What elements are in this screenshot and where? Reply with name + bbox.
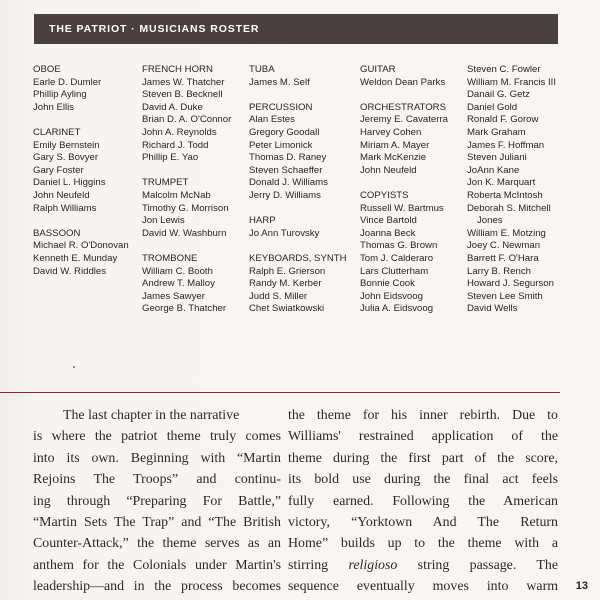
musician-name: Ralph E. Grierson — [249, 265, 326, 277]
musician-name: Lars Clutterham — [360, 265, 429, 277]
musician-name: Thomas D. Raney — [249, 152, 327, 164]
musician-name: William C. Booth — [142, 265, 213, 277]
musician-name: Peter Limonick — [249, 139, 313, 151]
roster-section — [360, 102, 448, 178]
section-title: GUITAR — [360, 64, 396, 75]
musician-name: Jones — [477, 215, 503, 227]
roster-header-title: THE PATRIOT · MUSICIANS ROSTER — [49, 23, 260, 35]
musician-name: Bonnie Cook — [360, 278, 415, 290]
musician-name: Donald J. Williams — [249, 177, 328, 189]
musician-name: John Ellis — [33, 101, 75, 113]
roster-section — [249, 253, 347, 316]
musician-name: Russell W. Bartmus — [360, 202, 444, 214]
musician-name: Steven Juliani — [467, 152, 527, 164]
body-text-line: The last chapter in the narrative — [63, 408, 240, 423]
musician-name: Daniel Gold — [467, 101, 518, 113]
musician-name: Ronald F. Gorow — [467, 114, 539, 126]
roster-section — [33, 228, 129, 278]
musician-name: Phillip E. Yao — [142, 152, 199, 164]
musician-name: John Eidsvoog — [360, 290, 423, 302]
musician-name: Roberta McIntosh — [467, 189, 543, 201]
musician-name: John Neufeld — [360, 164, 417, 176]
body-text-line: Rejoins The Troops” and continu- — [33, 472, 281, 488]
musician-name: Ralph Williams — [33, 202, 97, 214]
musician-name: Emily Bernstein — [33, 139, 100, 151]
musician-name: Earle D. Dumler — [33, 76, 102, 88]
roster-column-5 — [467, 64, 556, 316]
body-text-line: Williams' restrained application of the — [288, 429, 558, 445]
section-title: KEYBOARDS, SYNTH — [249, 252, 347, 264]
musician-name: Steven Lee Smith — [467, 290, 543, 302]
roster-section — [249, 64, 347, 89]
musician-name: Danail G. Getz — [467, 89, 530, 101]
body-text-line: sequence eventually moves into warm — [288, 579, 558, 595]
musician-name: Michael R. O'Donovan — [33, 240, 129, 252]
roster-header-bar — [34, 14, 558, 44]
section-title: PERCUSSION — [249, 101, 313, 113]
roster-section — [142, 64, 231, 165]
body-text-line: into its own. Beginning with “Martin — [33, 450, 281, 466]
musician-name: Richard J. Todd — [142, 139, 209, 151]
roster-section — [249, 215, 347, 240]
body-text-line: leadership—and in the process becomes — [33, 579, 281, 595]
musician-name: Joanna Beck — [360, 227, 416, 239]
musician-name: David A. Duke — [142, 101, 203, 113]
body-text-left-column — [33, 405, 281, 598]
musician-name: James W. Thatcher — [142, 76, 225, 88]
musician-name: Miriam A. Mayer — [360, 139, 430, 151]
musician-name: Malcolm McNab — [142, 189, 211, 201]
musician-name: Julia A. Eidsvoog — [360, 303, 434, 315]
body-text-line: ing through “Preparing For Battle,” — [33, 493, 281, 509]
musician-name: Jo Ann Turovsky — [249, 227, 320, 239]
section-title: CLARINET — [33, 126, 81, 138]
musician-name: Gary Foster — [33, 164, 84, 176]
body-text-line: victory, “Yorktown And The Return — [288, 515, 558, 531]
musician-name: Jon K. Marquart — [467, 177, 536, 189]
roster-column-3 — [249, 64, 347, 316]
musician-name: Judd S. Miller — [249, 290, 308, 302]
roster-section — [467, 64, 556, 316]
roster-section — [360, 64, 448, 89]
section-title: ORCHESTRATORS — [360, 101, 446, 113]
roster-column-4 — [360, 64, 448, 316]
body-text-right-column — [288, 405, 558, 598]
section-title: TROMBONE — [142, 252, 198, 264]
body-text-line: the theme for his inner rebirth. Due to — [288, 408, 558, 423]
musician-name: Randy M. Kerber — [249, 278, 322, 290]
musician-name: Mark Graham — [467, 126, 526, 138]
roster-column-1 — [33, 64, 129, 278]
musician-name: Barrett F. O'Hara — [467, 252, 539, 264]
section-title: OBOE — [33, 64, 61, 75]
musician-name: Andrew T. Malloy — [142, 278, 215, 290]
musician-name: Daniel L. Higgins — [33, 177, 106, 189]
musician-name: Steven Schaeffer — [249, 164, 323, 176]
musician-name: Mark McKenzie — [360, 152, 427, 164]
roster-section — [142, 177, 231, 240]
section-title: TUBA — [249, 64, 275, 75]
musician-name: Steven C. Fowler — [467, 64, 541, 75]
body-text-line: stirring religioso string passage. The — [288, 557, 558, 573]
section-title: COPYISTS — [360, 189, 409, 201]
musician-name: George B. Thatcher — [142, 303, 227, 315]
musician-name: Gary S. Bovyer — [33, 152, 99, 164]
body-text-line: is where the patriot theme truly comes — [33, 429, 281, 445]
musician-name: Gregory Goodall — [249, 126, 320, 138]
section-title: HARP — [249, 215, 276, 227]
musician-name: David W. Riddles — [33, 265, 107, 277]
musician-name: Alan Estes — [249, 114, 295, 126]
section-divider — [0, 392, 560, 393]
roster-section — [33, 127, 129, 215]
musician-name: Kenneth E. Munday — [33, 252, 118, 264]
musician-name: John A. Reynolds — [142, 126, 217, 138]
section-title: TRUMPET — [142, 177, 189, 189]
musician-name: Jeremy E. Cavaterra — [360, 114, 448, 126]
section-title: BASSOON — [33, 227, 81, 239]
body-text-line: theme during the first part of the score, — [288, 450, 558, 466]
body-text-line: anthem for the Colonials under Martin's — [33, 557, 281, 573]
musician-name: Chet Swiatkowski — [249, 303, 325, 315]
page-number: 13 — [575, 580, 588, 592]
musician-name: James M. Self — [249, 76, 310, 88]
roster-section — [142, 253, 231, 316]
body-text-line: “Martin Sets The Trap” and “The British — [33, 515, 281, 531]
musician-name: James Sawyer — [142, 290, 205, 302]
musician-name: Jon Lewis — [142, 215, 185, 227]
body-text-line: its bold use during the final act feels — [288, 472, 558, 488]
musician-name: Joey C. Newman — [467, 240, 541, 252]
musician-name: David W. Washburn — [142, 227, 227, 239]
musician-name: James F. Hoffman — [467, 139, 545, 151]
musician-name: David Wells — [467, 303, 518, 315]
musician-name: Phillip Ayling — [33, 89, 87, 101]
musician-name: John Neufeld — [33, 189, 90, 201]
musician-name: William M. Francis III — [467, 76, 557, 88]
section-title: FRENCH HORN — [142, 64, 213, 75]
musician-name: Harvey Cohen — [360, 126, 422, 138]
musician-name: Weldon Dean Parks — [360, 76, 446, 88]
body-text-line: fully earned. Following the American — [288, 493, 558, 509]
decorative-dot — [73, 366, 75, 368]
musician-name: Thomas G. Brown — [360, 240, 438, 252]
musician-name: Timothy G. Morrison — [142, 202, 229, 214]
musician-name: Howard J. Segurson — [467, 278, 554, 290]
roster-section — [33, 64, 129, 114]
musician-name: Tom J. Calderaro — [360, 252, 434, 264]
body-text-line: Home” builds up to the theme with a — [288, 536, 558, 552]
body-text-line: Counter-Attack,” the theme serves as an — [33, 536, 281, 552]
roster-section — [360, 190, 448, 316]
roster-section — [249, 102, 347, 203]
musician-name: Brian D. A. O'Connor — [142, 114, 232, 126]
roster-column-2 — [142, 64, 231, 316]
musician-name: Larry B. Rench — [467, 265, 531, 277]
musician-name: Steven B. Becknell — [142, 89, 223, 101]
musician-name: Deborah S. Mitchell — [467, 202, 551, 214]
musician-name: JoAnn Kane — [467, 164, 520, 176]
musician-name: William E. Motzing — [467, 227, 546, 239]
musician-name: Jerry D. Williams — [249, 189, 321, 201]
musician-name: Vince Bartold — [360, 215, 417, 227]
